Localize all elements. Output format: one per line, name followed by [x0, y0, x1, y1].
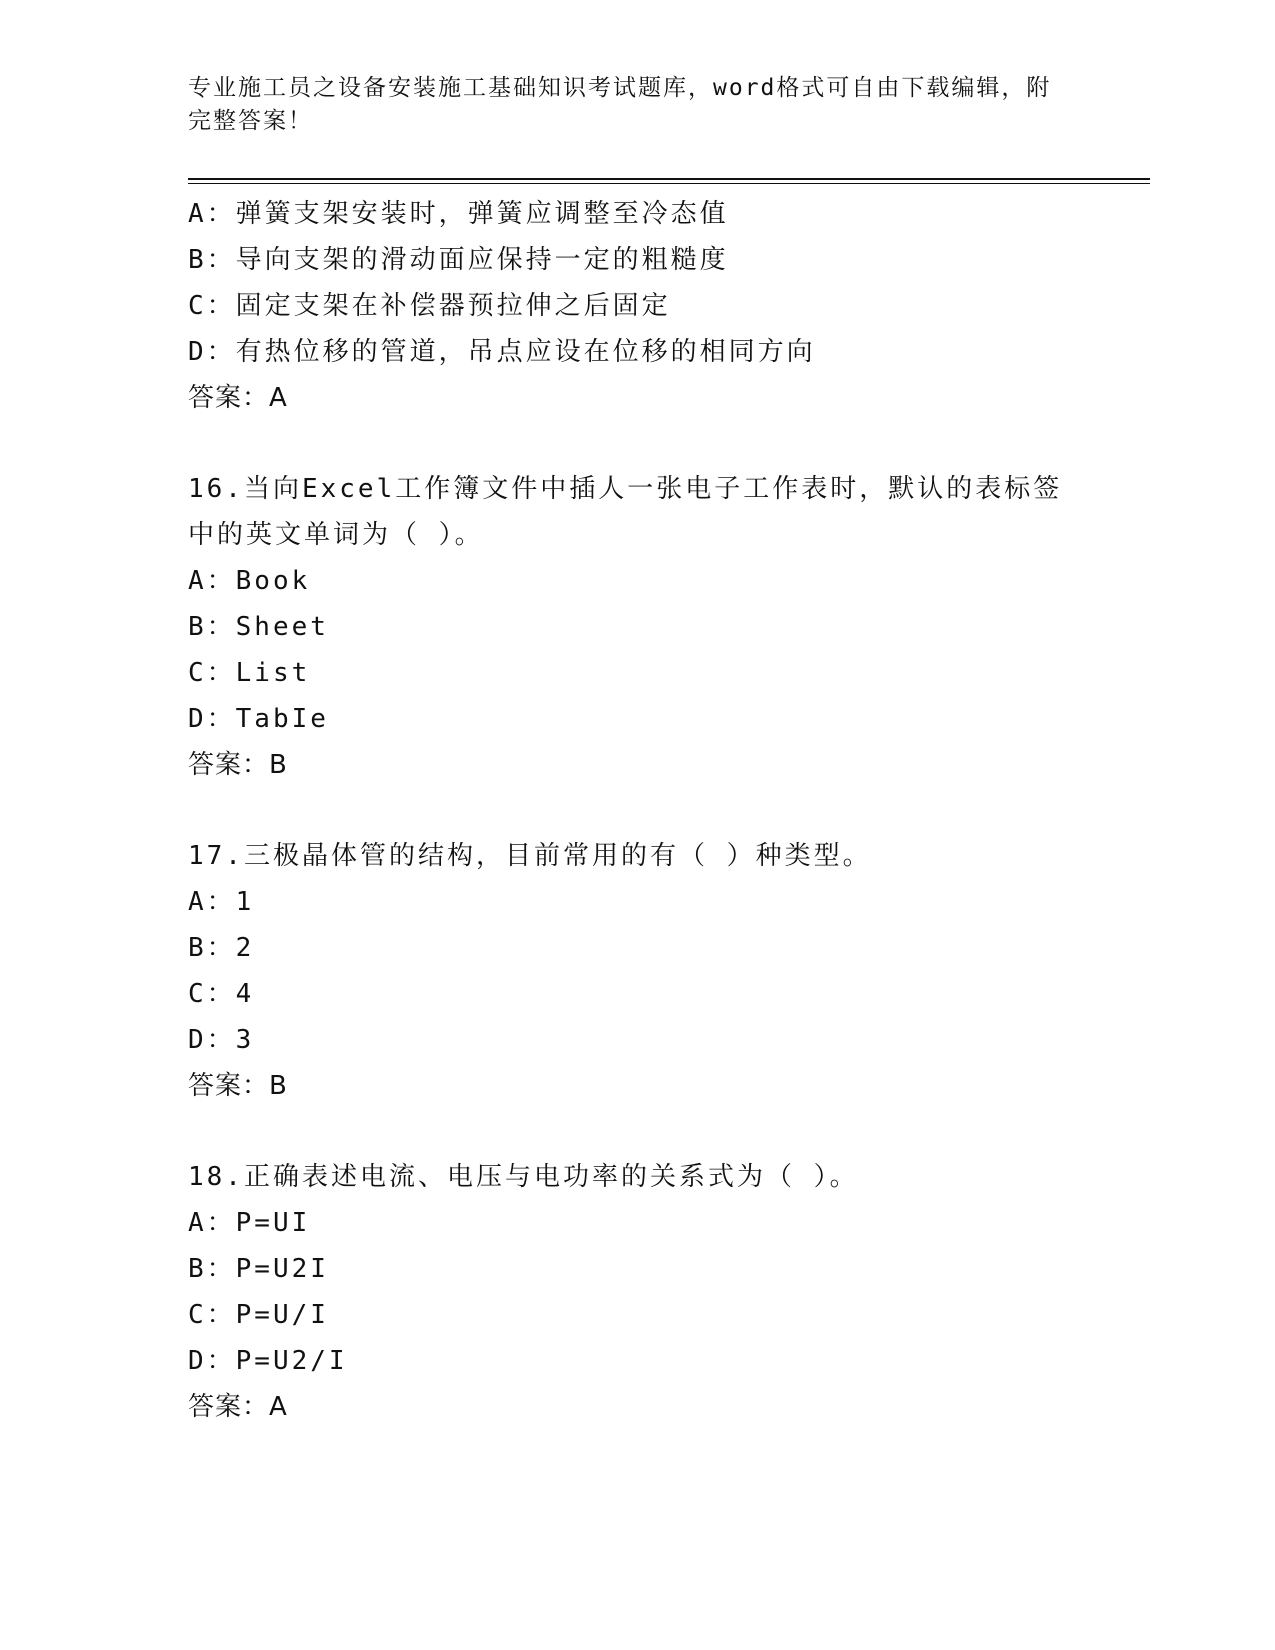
question-17 — [188, 833, 1088, 1109]
question-15-continued — [188, 191, 1088, 421]
option-d: D：P=U2/I — [188, 1346, 348, 1376]
option-d: D：有热位移的管道，吊点应设在位移的相同方向 — [188, 337, 816, 367]
question-stem: 16.当向Excel工作簿文件中插人一张电子工作表时，默认的表标签中的英文单词为（ ）。 — [188, 474, 1063, 550]
option-c: C：4 — [188, 979, 255, 1009]
header-divider-thick — [188, 178, 1150, 180]
option-b: B：2 — [188, 933, 255, 963]
question-16 — [188, 466, 1088, 788]
option-b: B：导向支架的滑动面应保持一定的粗糙度 — [188, 245, 729, 275]
spacer — [188, 788, 1088, 833]
question-stem: 17.三极晶体管的结构，目前常用的有（ ）种类型。 — [188, 841, 872, 871]
spacer — [188, 1109, 1088, 1154]
option-a: A：Book — [188, 566, 311, 596]
question-list — [188, 191, 1088, 1430]
header-divider-thin — [188, 183, 1150, 184]
option-a: A：1 — [188, 887, 255, 917]
option-d: D：3 — [188, 1025, 255, 1055]
option-c: C：List — [188, 658, 311, 688]
answer-line: 答案：B — [188, 750, 288, 780]
option-b: B：P=U2I — [188, 1254, 329, 1284]
question-stem: 18.正确表述电流、电压与电功率的关系式为（ ）。 — [188, 1162, 859, 1192]
option-a: A：P=UI — [188, 1208, 311, 1238]
document-header: 专业施工员之设备安装施工基础知识考试题库，word格式可自由下载编辑，附完整答案！ — [188, 75, 1052, 134]
option-b: B：Sheet — [188, 612, 329, 642]
option-c: C：固定支架在补偿器预拉伸之后固定 — [188, 291, 671, 321]
answer-line: 答案：A — [188, 383, 288, 413]
answer-line: 答案：A — [188, 1392, 288, 1422]
option-a: A：弹簧支架安装时，弹簧应调整至冷态值 — [188, 199, 729, 229]
answer-line: 答案：B — [188, 1071, 288, 1101]
option-c: C：P=U/I — [188, 1300, 329, 1330]
spacer — [188, 421, 1088, 466]
option-d: D：TabIe — [188, 704, 329, 734]
question-18 — [188, 1154, 1088, 1430]
